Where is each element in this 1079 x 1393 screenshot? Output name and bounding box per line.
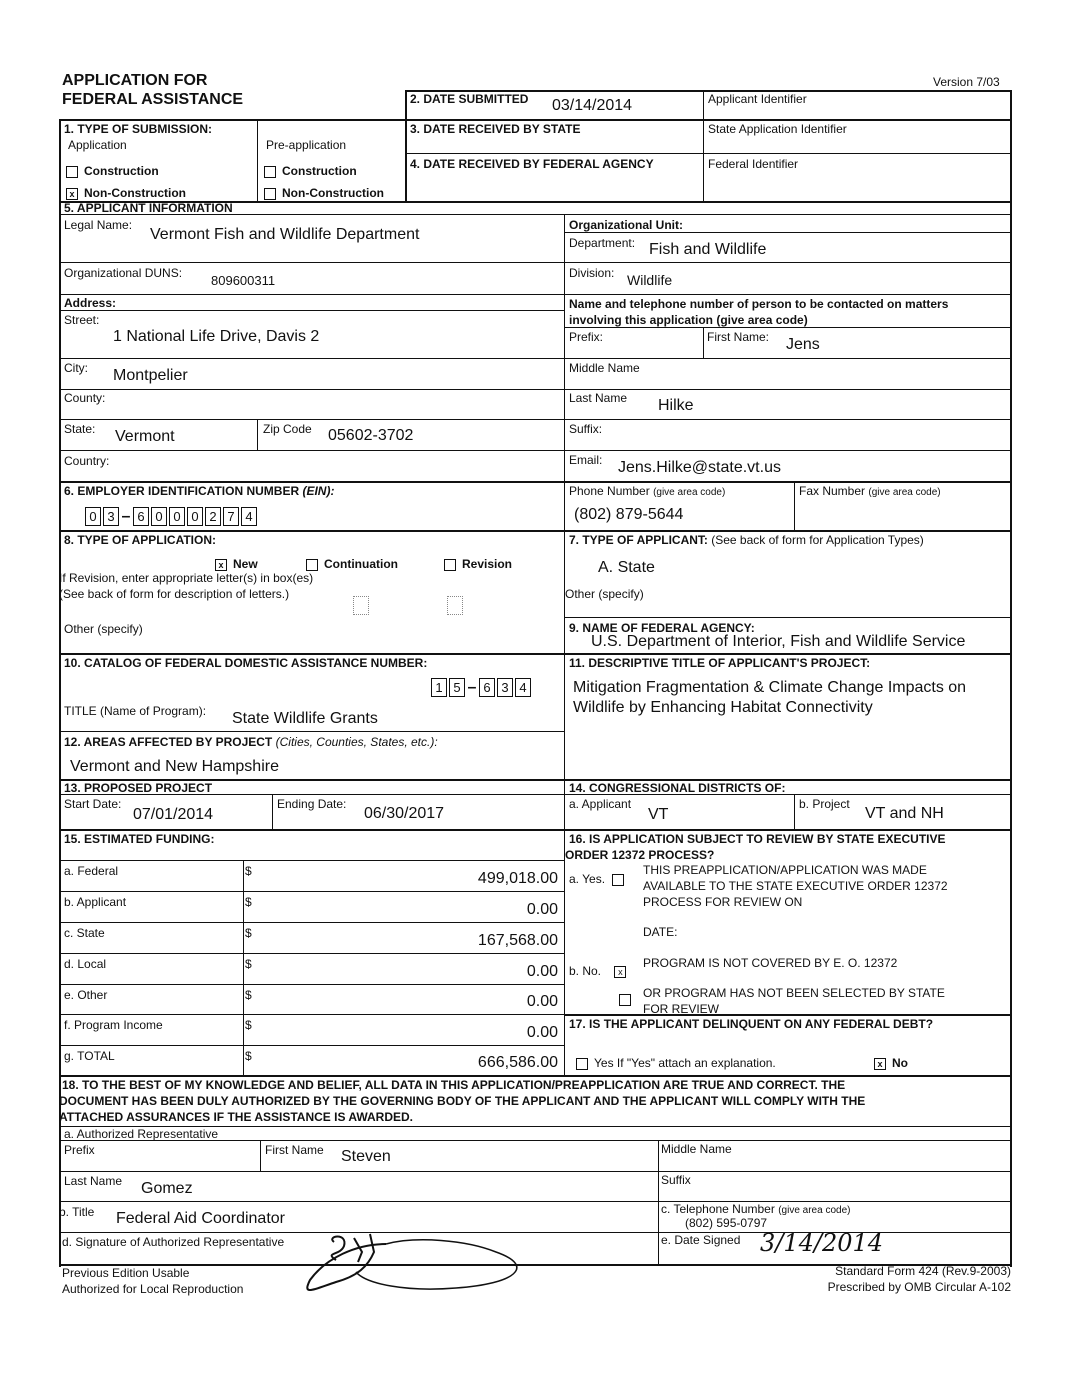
checkbox-icon[interactable] [264, 166, 276, 178]
type-of-application-label: 8. TYPE OF APPLICATION: [64, 533, 217, 547]
rep-phone-label-text: c. Telephone Number [661, 1202, 775, 1216]
ein-digit-box: 6 [133, 507, 149, 526]
ein-digit-box: 0 [187, 507, 203, 526]
rep-last-name-field[interactable]: Gomez [141, 1180, 193, 1197]
divider [59, 450, 565, 451]
city-label: City: [64, 361, 88, 375]
division-label: Division: [569, 266, 615, 280]
review-yes-text-2: AVAILABLE TO THE STATE EXECUTIVE ORDER 12372 [643, 879, 948, 893]
district-project-label: b. Project [799, 797, 850, 811]
applicant-information-heading: 5. APPLICANT INFORMATION [64, 201, 233, 215]
applicant-identifier-label: Applicant Identifier [708, 92, 807, 106]
review-date-label: DATE: [643, 925, 678, 939]
review-not-selected-text-2: FOR REVIEW [643, 1002, 720, 1016]
revision-letter-box[interactable] [353, 596, 369, 615]
county-label: County: [64, 391, 106, 405]
new-option[interactable] [215, 557, 258, 571]
checked-checkbox-icon[interactable]: x [614, 966, 626, 978]
contact-last-name-field[interactable]: Hilke [658, 397, 694, 414]
divider [59, 481, 1011, 483]
ein-digit-box: 0 [169, 507, 185, 526]
review-not-selected-option[interactable] [619, 992, 637, 1006]
date-signed-field[interactable]: 3/14/2014 [760, 1229, 884, 1257]
program-title-field[interactable]: State Wildlife Grants [232, 710, 378, 727]
department-label: Department: [569, 236, 636, 250]
divider [564, 214, 565, 1075]
ein-label-text: 6. EMPLOYER IDENTIFICATION NUMBER [64, 484, 300, 498]
rep-phone-label [661, 1202, 850, 1216]
certification-text: 18. TO THE BEST OF MY KNOWLEDGE AND BELIEF, ALL DATA IN THIS APPLICATION/PREAPPLICATION ARE TRUE AND CORRECT. THE [62, 1078, 846, 1092]
application-label: Application [68, 138, 127, 152]
funding-total-field[interactable]: 666,586.00 [477, 1054, 558, 1071]
rep-phone-hint: (give area code) [778, 1205, 851, 1216]
continuation-option[interactable] [306, 557, 398, 571]
areas-affected-label [64, 735, 438, 749]
cfda-digit-box: 1 [431, 678, 447, 697]
cfda-digit-box: 3 [497, 678, 513, 697]
funding-label: c. State [64, 926, 105, 940]
revision-note: If Revision, enter appropriate letter(s) in box(es) [59, 571, 314, 585]
divider [565, 232, 1011, 233]
funding-amount-field[interactable]: 499,018.00 [477, 870, 558, 887]
divider [59, 419, 565, 420]
divider [59, 310, 565, 311]
option-label: Non-Construction [84, 186, 186, 200]
divider [59, 530, 1011, 532]
executive-review-label: 16. IS APPLICATION SUBJECT TO REVIEW BY STATE EXECUTIVE [569, 832, 946, 846]
contact-first-name-field[interactable]: Jens [786, 336, 820, 353]
rep-title-field[interactable]: Federal Aid Coordinator [116, 1210, 285, 1227]
divider [59, 922, 565, 923]
divider [405, 153, 1011, 154]
street-field[interactable]: 1 National Life Drive, Davis 2 [113, 328, 320, 345]
divider [59, 984, 565, 985]
contact-label-2: involving this application (give area code) [569, 313, 808, 327]
form-title-line2: FEDERAL ASSISTANCE [62, 91, 244, 108]
checkbox-icon[interactable] [612, 874, 624, 886]
rep-prefix-label: Prefix [64, 1143, 95, 1157]
district-applicant-field[interactable]: VT [648, 806, 669, 823]
funding-amount-field[interactable]: 167,568.00 [477, 932, 558, 949]
review-yes-label: a. Yes. [569, 872, 606, 886]
legal-name-field[interactable]: Vermont Fish and Wildlife Department [150, 226, 420, 243]
federal-agency-label: 9. NAME OF FEDERAL AGENCY: [569, 621, 755, 635]
phone-label-text: Phone Number [569, 484, 650, 498]
review-no-label: b. No. [569, 964, 602, 978]
divider [59, 262, 565, 263]
contact-label: Name and telephone number of person to be contacted on matters [569, 297, 949, 311]
delinquent-no-option[interactable] [874, 1056, 908, 1070]
form-title-line1: APPLICATION FOR [62, 72, 208, 89]
divider [257, 120, 258, 202]
funding-label: g. TOTAL [64, 1049, 115, 1063]
currency-symbol: $ [245, 895, 252, 909]
divider [59, 1171, 1011, 1172]
estimated-funding-label: 15. ESTIMATED FUNDING: [64, 832, 215, 846]
divider [565, 327, 1011, 328]
zip-code-field[interactable]: 05602-3702 [328, 427, 414, 444]
ein-dash: – [121, 507, 131, 525]
type-of-submission-label: 1. TYPE OF SUBMISSION: [64, 122, 213, 136]
revision-letter-box[interactable] [447, 596, 463, 615]
rep-phone-field[interactable]: (802) 595-0797 [685, 1216, 768, 1230]
city-field[interactable]: Montpelier [113, 367, 188, 384]
rep-title-label: b. Title [59, 1205, 95, 1219]
applicant-other-specify-label: Other (specify) [565, 587, 644, 601]
phone-hint: (give area code) [653, 487, 726, 498]
application-construction-option[interactable] [66, 164, 159, 178]
email-label: Email: [569, 453, 603, 467]
contact-last-name-label: Last Name [569, 391, 628, 405]
divider [59, 953, 565, 954]
contact-middle-name-label: Middle Name [569, 361, 640, 375]
ein-digit-box: 2 [205, 507, 221, 526]
divider [703, 90, 704, 202]
checked-checkbox-icon[interactable]: x [874, 1058, 886, 1070]
ein-digit-box: 3 [103, 507, 119, 526]
divider [59, 891, 565, 892]
currency-symbol: $ [245, 1018, 252, 1032]
phone-label [569, 484, 725, 498]
contact-suffix-label: Suffix: [569, 422, 603, 436]
divider [565, 617, 1011, 618]
phone-field[interactable]: (802) 879-5644 [574, 506, 684, 523]
fax-label [799, 484, 941, 498]
cfda-digit-box: 4 [515, 678, 531, 697]
duns-label: Organizational DUNS: [64, 266, 183, 280]
signature-image [296, 1222, 536, 1298]
currency-symbol: $ [245, 1049, 252, 1063]
organizational-unit-label: Organizational Unit: [569, 218, 683, 232]
start-date-field[interactable]: 07/01/2014 [133, 806, 214, 823]
areas-affected-label-text: 12. AREAS AFFECTED BY PROJECT [64, 735, 273, 749]
contact-prefix-label: Prefix: [569, 330, 604, 344]
cfda-dash: – [467, 678, 477, 696]
date-received-federal-label: 4. DATE RECEIVED BY FEDERAL AGENCY [410, 157, 654, 171]
revision-note-2: (See back of form for description of letters.) [59, 587, 290, 601]
funding-label: d. Local [64, 957, 107, 971]
divider [794, 481, 795, 531]
type-of-applicant-hint: (See back of form for Application Types) [711, 533, 924, 547]
divider [59, 1045, 565, 1046]
option-label: Construction [84, 164, 159, 178]
ein-digit-box: 0 [85, 507, 101, 526]
areas-affected-hint: (Cities, Counties, States, etc.): [275, 735, 438, 749]
funding-label: f. Program Income [64, 1018, 163, 1032]
certification-text-3: ATTACHED ASSURANCES IF THE ASSISTANCE IS AWARDED. [59, 1110, 414, 1124]
checked-checkbox-icon[interactable]: x [215, 559, 227, 571]
form-border-right [1010, 90, 1012, 1267]
currency-symbol: $ [245, 926, 252, 940]
preapplication-construction-option[interactable] [264, 164, 357, 178]
divider [59, 860, 565, 861]
state-field[interactable]: Vermont [115, 428, 175, 445]
state-label: State: [64, 422, 96, 436]
date-submitted-field[interactable]: 03/14/2014 [552, 97, 633, 114]
contact-first-name-label: First Name: [707, 330, 770, 344]
funding-label: a. Federal [64, 864, 119, 878]
federal-agency-field[interactable]: U.S. Department of Interior, Fish and Wildlife Service [591, 633, 966, 650]
revision-option[interactable] [444, 557, 512, 571]
footer-form-number: Standard Form 424 (Rev.9-2003) [835, 1264, 1011, 1278]
other-specify-label: Other (specify) [64, 622, 143, 636]
review-yes-text-3: PROCESS FOR REVIEW ON [643, 895, 803, 909]
congressional-districts-label: 14. CONGRESSIONAL DISTRICTS OF: [569, 781, 786, 795]
divider [59, 731, 565, 732]
divider [565, 389, 1011, 390]
divider [59, 294, 565, 295]
divider [272, 794, 273, 830]
ein-label [64, 484, 334, 498]
division-field[interactable]: Wildlife [627, 272, 673, 288]
district-project-field[interactable]: VT and NH [865, 805, 944, 822]
footer-left-2: Authorized for Local Reproduction [62, 1282, 244, 1296]
project-title-line-2[interactable]: Wildlife by Enhancing Habitat Connectivity [573, 699, 873, 716]
divider [794, 794, 795, 830]
divider [565, 262, 1011, 263]
signature-label: d. Signature of Authorized Representative [62, 1235, 285, 1249]
program-title-label: TITLE (Name of Program): [64, 704, 207, 718]
footer-left: Previous Edition Usable [62, 1266, 190, 1280]
divider [658, 1140, 659, 1266]
rep-suffix-label: Suffix [661, 1173, 691, 1187]
option-label: Revision [462, 557, 513, 571]
authorized-representative-label: a. Authorized Representative [64, 1127, 219, 1141]
type-of-applicant-field[interactable]: A. State [598, 559, 655, 576]
cfda-digit-box: 5 [449, 678, 465, 697]
divider [59, 1014, 565, 1015]
district-applicant-label: a. Applicant [569, 797, 632, 811]
divider [565, 419, 1011, 420]
currency-symbol: $ [245, 864, 252, 878]
rep-first-name-label: First Name [265, 1143, 324, 1157]
rep-first-name-field[interactable]: Steven [341, 1148, 391, 1165]
date-signed-label: e. Date Signed [661, 1233, 741, 1247]
checkbox-icon[interactable] [66, 166, 78, 178]
rep-last-name-label: Last Name [64, 1174, 123, 1188]
review-no-text: PROGRAM IS NOT COVERED BY E. O. 12372 [643, 956, 898, 970]
federal-identifier-label: Federal Identifier [708, 157, 799, 171]
divider [565, 294, 1011, 295]
project-title-label: 11. DESCRIPTIVE TITLE OF APPLICANT'S PROJECT: [569, 656, 871, 670]
project-title-line-1[interactable]: Mitigation Fragmentation & Climate Change Impacts on [573, 679, 967, 696]
ending-date-label: Ending Date: [277, 797, 347, 811]
option-label: New [233, 557, 258, 571]
divider [59, 389, 565, 390]
ein-digit-box: 0 [151, 507, 167, 526]
state-application-identifier-label: State Application Identifier [708, 122, 847, 136]
divider [59, 1201, 1011, 1202]
proposed-project-label: 13. PROPOSED PROJECT [64, 781, 213, 795]
review-no-option[interactable] [569, 964, 632, 978]
ein-label-suffix: (EIN): [302, 484, 335, 498]
form-border-top [59, 119, 1011, 121]
review-yes-text: THIS PREAPPLICATION/APPLICATION WAS MADE [643, 863, 927, 877]
checkbox-icon[interactable] [619, 994, 631, 1006]
date-submitted-label: 2. DATE SUBMITTED [410, 92, 529, 106]
fax-hint: (give area code) [868, 487, 941, 498]
funding-amount-field[interactable]: 0.00 [526, 1024, 558, 1041]
cfda-number-label: 10. CATALOG OF FEDERAL DOMESTIC ASSISTANCE NUMBER: [64, 656, 428, 670]
option-label: Continuation [324, 557, 398, 571]
review-yes-option[interactable] [569, 872, 630, 886]
start-date-label: Start Date: [64, 797, 122, 811]
funding-amount-field[interactable]: 0.00 [526, 963, 558, 980]
department-field[interactable]: Fish and Wildlife [649, 241, 767, 258]
street-label: Street: [64, 313, 100, 327]
fax-label-text: Fax Number [799, 484, 866, 498]
divider [257, 419, 258, 450]
ein-digit-box: 7 [223, 507, 239, 526]
checkbox-icon[interactable] [576, 1058, 588, 1070]
divider [59, 358, 565, 359]
ein-field[interactable] [85, 507, 257, 526]
pre-application-label: Pre-application [266, 138, 347, 152]
option-label: Non-Construction [282, 186, 384, 200]
type-of-applicant-label-text: 7. TYPE OF APPLICANT: [569, 533, 708, 547]
divider [405, 90, 407, 202]
delinquent-debt-label: 17. IS THE APPLICANT DELINQUENT ON ANY FEDERAL DEBT? [569, 1017, 934, 1031]
ending-date-field[interactable]: 06/30/2017 [364, 805, 445, 822]
email-field[interactable]: Jens.Hilke@state.vt.us [618, 459, 781, 476]
divider [243, 860, 244, 1075]
divider [59, 653, 1011, 655]
currency-symbol: $ [245, 988, 252, 1002]
rep-middle-name-label: Middle Name [661, 1142, 732, 1156]
divider [565, 450, 1011, 451]
type-of-applicant-label [569, 533, 924, 547]
divider [565, 358, 1011, 359]
footer-omb-circular: Prescribed by OMB Circular A-102 [827, 1280, 1011, 1294]
funding-amount-field[interactable]: 0.00 [526, 901, 558, 918]
delinquent-yes-option[interactable] [576, 1056, 776, 1070]
preapplication-non-construction-option[interactable] [264, 186, 384, 200]
executive-review-label-2: ORDER 12372 PROCESS? [565, 848, 715, 862]
duns-field[interactable]: 809600311 [211, 273, 276, 288]
areas-affected-field[interactable]: Vermont and New Hampshire [70, 758, 279, 775]
divider [59, 829, 1011, 831]
checkbox-icon[interactable] [444, 559, 456, 571]
currency-symbol: $ [245, 957, 252, 971]
divider [703, 327, 704, 358]
checkbox-icon[interactable] [306, 559, 318, 571]
divider [565, 1014, 1011, 1016]
funding-amount-field[interactable]: 0.00 [526, 993, 558, 1010]
option-label: Yes If "Yes" attach an explanation. [594, 1056, 776, 1070]
review-not-selected-text: OR PROGRAM HAS NOT BEEN SELECTED BY STATE [643, 986, 945, 1000]
ein-digit-box: 4 [241, 507, 257, 526]
checkbox-icon[interactable] [264, 188, 276, 200]
funding-label: b. Applicant [64, 895, 127, 909]
date-received-state-label: 3. DATE RECEIVED BY STATE [410, 122, 581, 136]
zip-code-label: Zip Code [263, 422, 312, 436]
certification-text-2: DOCUMENT HAS BEEN DULY AUTHORIZED BY THE GOVERNING BODY OF THE APPLICANT AND THE APPLICANT WILL COMPLY WITH THE [59, 1094, 866, 1108]
cfda-digit-box: 6 [479, 678, 495, 697]
ein-digits [85, 507, 257, 526]
form-version: Version 7/03 [933, 75, 1000, 89]
application-non-construction-option[interactable] [66, 186, 186, 200]
cfda-digits [431, 678, 531, 697]
country-label: Country: [64, 454, 110, 468]
option-label: Construction [282, 164, 357, 178]
divider [260, 1140, 261, 1171]
legal-name-label: Legal Name: [64, 218, 133, 232]
address-label: Address: [64, 296, 117, 310]
checked-checkbox-icon[interactable]: x [66, 188, 78, 200]
cfda-number-field[interactable] [431, 678, 531, 697]
option-label: No [892, 1056, 908, 1070]
funding-label: e. Other [64, 988, 108, 1002]
divider [59, 1075, 1011, 1077]
